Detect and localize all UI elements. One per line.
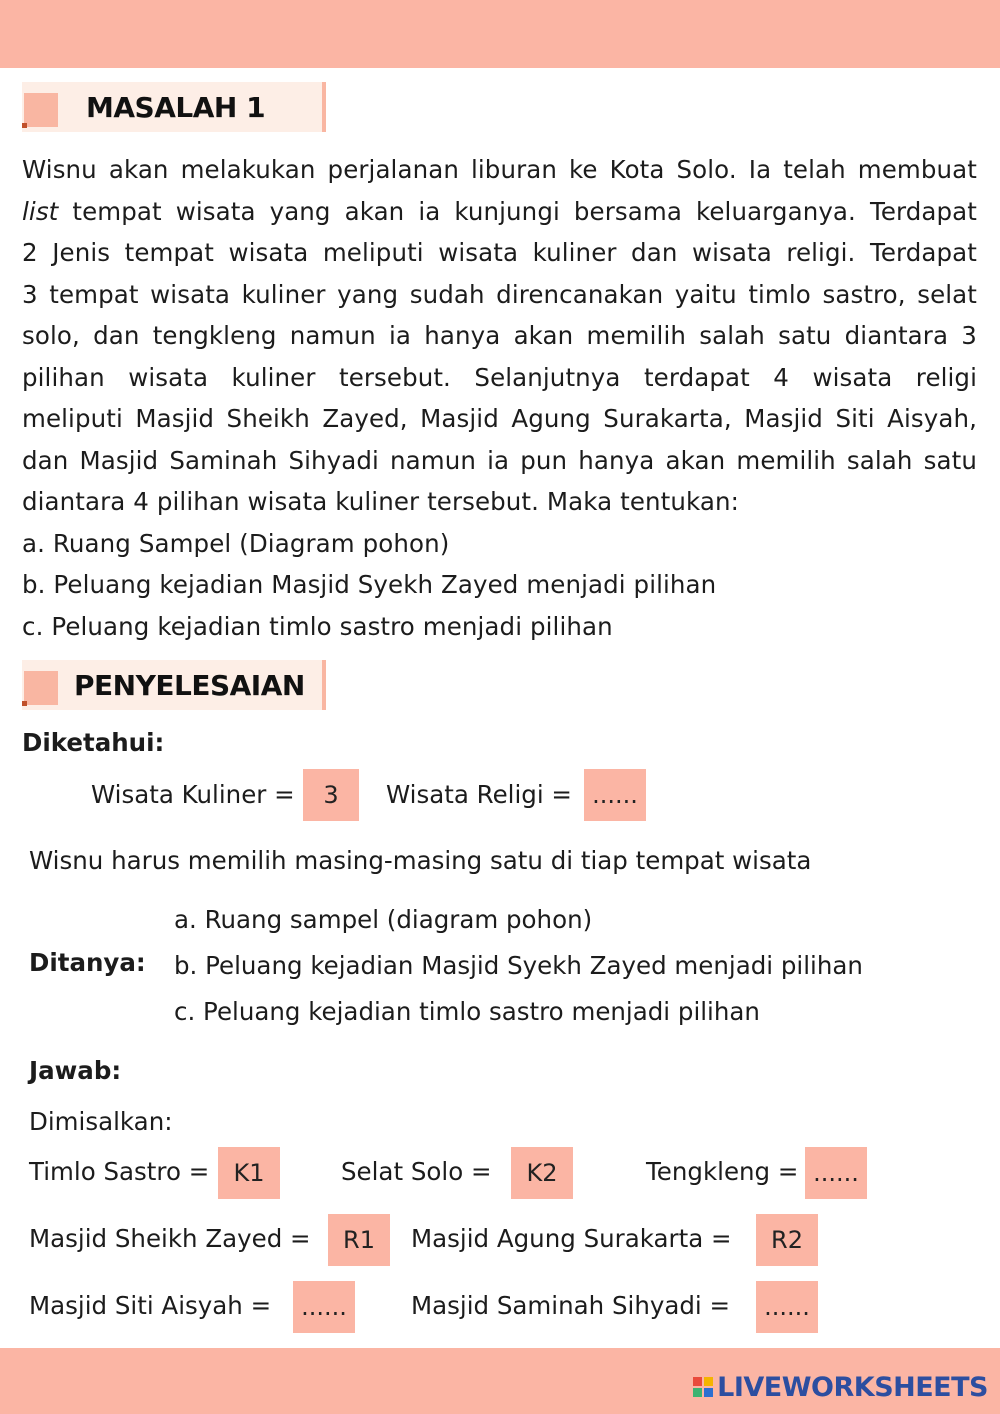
paragraph-line: 2 Jenis tempat wisata meliputi wisata kuliner dan wisata religi. Terdapat <box>22 238 977 267</box>
paragraph-line: meliputi Masjid Sheikh Zayed, Masjid Agung Surakarta, Masjid Siti Aisyah, <box>22 404 977 433</box>
dimisalkan-label: Dimisalkan: <box>29 1107 173 1136</box>
liveworksheets-logo-icon <box>693 1377 713 1397</box>
religi-label: Wisata Religi = <box>386 780 572 809</box>
paragraph-line: dan Masjid Saminah Sihyadi namun ia pun hanya akan memilih salah satu <box>22 445 977 475</box>
instruction-note: Wisnu harus memilih masing-masing satu di tiap tempat wisata <box>29 846 812 875</box>
var-box-saminah-sihyadi[interactable]: ...... <box>756 1281 818 1333</box>
paragraph-line: 3 tempat wisata kuliner yang sudah direncanakan yaitu timlo sastro, selat <box>22 279 977 309</box>
religi-answer-box[interactable]: ...... <box>584 769 646 821</box>
header-square-icon <box>24 671 58 705</box>
ditanya-label: Ditanya: <box>29 948 146 977</box>
var-label-saminah-sihyadi: Masjid Saminah Sihyadi = <box>411 1291 731 1320</box>
question-a: a. Ruang Sampel (Diagram pohon) <box>22 528 450 558</box>
var-box-siti-aisyah[interactable]: ...... <box>293 1281 355 1333</box>
masalah-title: MASALAH 1 <box>86 91 266 124</box>
penyelesaian-title: PENYELESAIAN <box>74 669 305 702</box>
question-b: b. Peluang kejadian Masjid Syekh Zayed menjadi pilihan <box>22 570 717 599</box>
masalah-header <box>22 82 326 132</box>
var-box-tengkleng[interactable]: ...... <box>805 1147 867 1199</box>
kuliner-label: Wisata Kuliner = <box>91 780 295 809</box>
var-box-selat: K2 <box>511 1147 573 1199</box>
var-label-tengkleng: Tengkleng = <box>646 1157 799 1186</box>
logo-text: LIVEWORKSHEETS <box>717 1371 988 1403</box>
var-box-timlo: K1 <box>218 1147 280 1199</box>
problem-paragraph <box>22 149 977 647</box>
header-square-icon <box>24 93 58 127</box>
var-label-selat: Selat Solo = <box>341 1157 492 1186</box>
var-box-sheikh-zayed: R1 <box>328 1214 390 1266</box>
penyelesaian-header <box>22 660 326 710</box>
var-label-siti-aisyah: Masjid Siti Aisyah = <box>29 1291 272 1320</box>
paragraph-line: list tempat wisata yang akan ia kunjungi bersama keluarganya. Terdapat <box>22 196 977 226</box>
ditanya-item-a: a. Ruang sampel (diagram pohon) <box>174 905 593 934</box>
var-label-timlo: Timlo Sastro = <box>29 1157 210 1186</box>
paragraph-line: solo, dan tengkleng namun ia hanya akan memilih salah satu diantara 3 <box>22 321 977 350</box>
paragraph-line: Wisnu akan melakukan perjalanan liburan ke Kota Solo. Ia telah membuat <box>22 155 977 184</box>
italic-word: list <box>22 196 59 226</box>
question-c: c. Peluang kejadian timlo sastro menjadi pilihan <box>22 611 613 641</box>
paragraph-line: diantara 4 pilihan wisata kuliner tersebut. Maka tentukan: <box>22 487 739 516</box>
paragraph-line: pilihan wisata kuliner tersebut. Selanjutnya terdapat 4 wisata religi <box>22 362 977 392</box>
ditanya-item-b: b. Peluang kejadian Masjid Syekh Zayed menjadi pilihan <box>174 951 863 980</box>
ditanya-item-c: c. Peluang kejadian timlo sastro menjadi pilihan <box>174 997 760 1026</box>
var-box-agung-surakarta: R2 <box>756 1214 818 1266</box>
liveworksheets-logo <box>693 1370 988 1404</box>
diketahui-label: Diketahui: <box>22 728 165 757</box>
jawab-label: Jawab: <box>29 1056 122 1085</box>
var-label-sheikh-zayed: Masjid Sheikh Zayed = <box>29 1224 311 1253</box>
top-band <box>0 0 1000 68</box>
var-label-agung-surakarta: Masjid Agung Surakarta = <box>411 1224 732 1253</box>
kuliner-value-box: 3 <box>303 769 359 821</box>
